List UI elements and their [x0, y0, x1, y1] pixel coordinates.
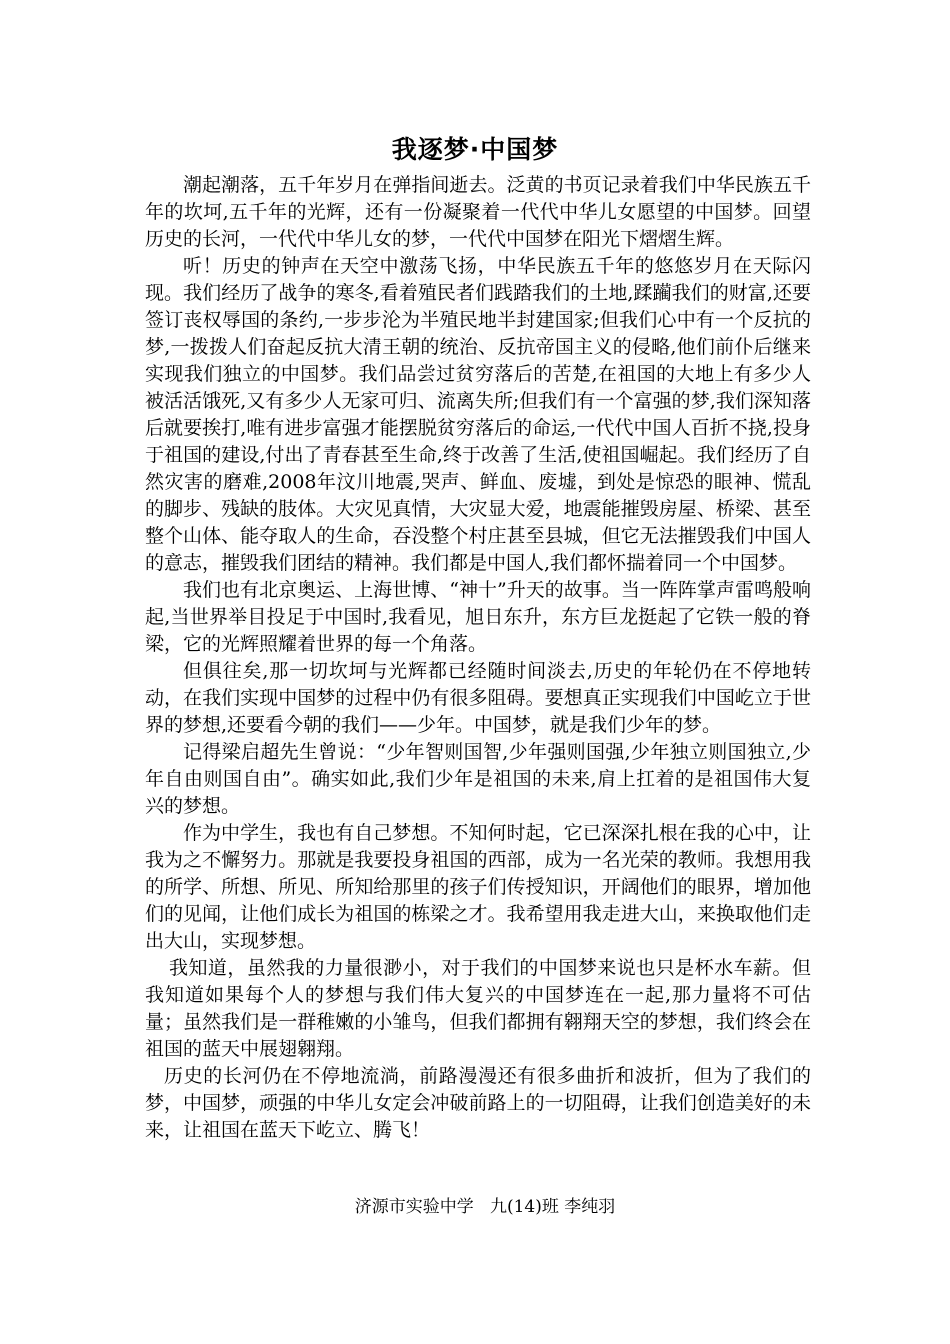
- paragraph-4: 但俱往矣,那一切坎坷与光辉都已经随时间淡去,历史的年轮仍在不停地转动，在我们实现中国梦的过程中仍有很多阻碍。要想真正实现我们中国屹立于世界的梦想,还要看今朝的我们——少年。中国梦，就是我们少年的梦。: [145, 660, 811, 736]
- author-signature: [0, 1194, 950, 1220]
- paragraph-7: 我知道，虽然我的力量很渺小，对于我们的中国梦来说也只是杯水车薪。但我知道如果每个人的梦想与我们伟大复兴的中国梦连在一起,那力量将不可估量；虽然我们是一群稚嫩的小雏鸟，但我们都拥有翱翔天空的梦想，我们终会在祖国的蓝天中展翅翱翔。: [145, 957, 811, 1060]
- paragraph-2: 听！历史的钟声在天空中激荡飞扬，中华民族五千年的悠悠岁月在天际闪现。我们经历了战争的寒冬,看着殖民者们践踏我们的土地,蹂躏我们的财富,还要签订丧权辱国的条约,一步步沦为半殖民地半封建国家;但我们心中有一个反抗的梦,一拨拨人们奋起反抗大清王朝的统治、反抗帝国主义的侵略,他们前仆后继来实现我们独立的中国梦。我们品尝过贫穷落后的苦楚,在祖国的大地上有多少人被活活饿死,又有多少人无家可归、流离失所;但我们有一个富强的梦,我们深知落后就要挨打,唯有进步富强才能摆脱贫穷落后的命运,一代代中国人百折不挠,投身于祖国的建设,付出了青春甚至生命,终于改善了生活,使祖国崛起。我们经历了自然灾害的磨难,2008年汶川地震,哭声、鲜血、废墟，到处是惊恐的眼神、慌乱的脚步、残缺的肢体。大灾见真情，大灾显大爱，地震能摧毁房屋、桥梁、甚至整个山体、能夺取人的生命，吞没整个村庄甚至县城，但它无法摧毁我们中国人的意志，摧毁我们团结的精神。我们都是中国人,我们都怀揣着同一个中国梦。: [145, 255, 811, 574]
- paragraph-5: 记得梁启超先生曾说：“少年智则国智,少年强则国强,少年独立则国独立,少年自由则国自由”。确实如此,我们少年是祖国的未来,肩上扛着的是祖国伟大复兴的梦想。: [145, 741, 811, 817]
- paragraph-8: 历史的长河仍在不停地流淌，前路漫漫还有很多曲折和波折，但为了我们的梦，中国梦，顽强的中华儿女定会冲破前路上的一切阻碍，让我们创造美好的未来，让祖国在蓝天下屹立、腾飞！: [145, 1065, 811, 1141]
- signature-class: 九(14)班: [489, 1197, 559, 1217]
- paragraph-3: 我们也有北京奥运、上海世博、“神十”升天的故事。当一阵阵掌声雷鸣般响起,当世界举目投足于中国时,我看见，旭日东升，东方巨龙挺起了它铁一般的脊梁，它的光辉照耀着世界的每一个角落。: [145, 579, 811, 655]
- paragraph-6: 作为中学生，我也有自己梦想。不知何时起，它已深深扎根在我的心中，让我为之不懈努力。那就是我要投身祖国的西部，成为一名光荣的教师。我想用我的所学、所想、所见、所知给那里的孩子们传授知识，开阔他们的眼界，增加他们的见闻，让他们成长为祖国的栋梁之才。我希望用我走进大山，来换取他们走出大山，实现梦想。: [145, 822, 811, 952]
- signature-author: 李纯羽: [564, 1197, 616, 1217]
- paragraph-1: 潮起潮落，五千年岁月在弹指间逝去。泛黄的书页记录着我们中华民族五千年的坎坷,五千年的光辉，还有一份凝聚着一代代中华儿女愿望的中国梦。回望历史的长河，一代代中华儿女的梦，一代代中国梦在阳光下熠熠生辉。: [145, 174, 811, 250]
- document-title: 我逐梦·中国梦: [391, 135, 559, 164]
- signature-school: 济源市实验中学: [354, 1197, 474, 1217]
- essay-body: [145, 172, 811, 1144]
